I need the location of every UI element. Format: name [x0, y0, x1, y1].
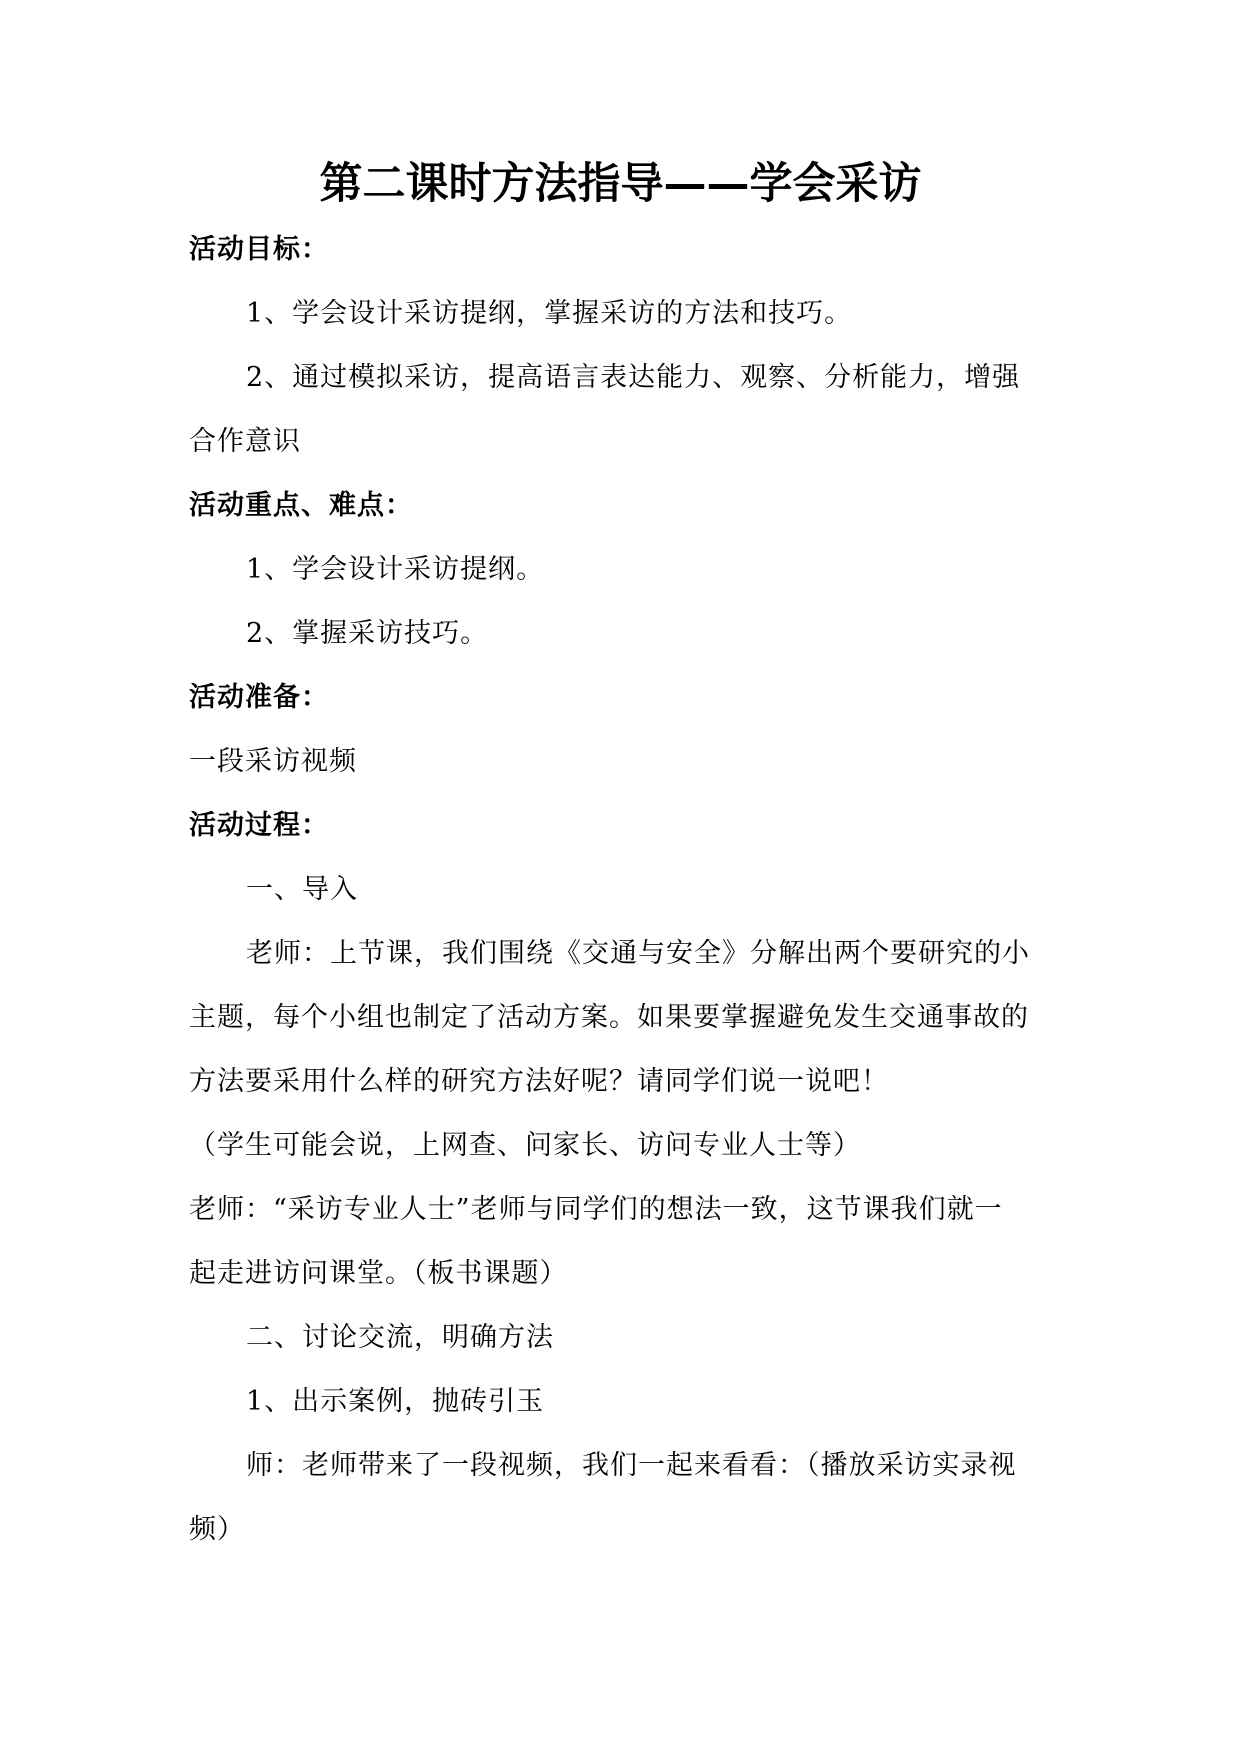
paragraph-line: 师：老师带来了一段视频，我们一起来看看：（播放采访实录视 [246, 1450, 1017, 1481]
section-heading-preparation: 活动准备： [189, 682, 329, 713]
paragraph-line: 1、学会设计采访提纲，掌握采访的方法和技巧。 [246, 298, 853, 329]
paragraph-line: 合作意识 [189, 426, 301, 457]
paragraph-line: 二、讨论交流，明确方法 [246, 1322, 554, 1353]
page-title: 第二课时方法指导——学会采访 [319, 159, 922, 209]
paragraph-line: 1、出示案例，抛砖引玉 [246, 1386, 545, 1417]
section-heading-process: 活动过程： [189, 810, 329, 841]
paragraph-line: 2、通过模拟采访，提高语言表达能力、观察、分析能力，增强 [246, 362, 1021, 393]
paragraph-line: 主题，每个小组也制定了活动方案。如果要掌握避免发生交通事故的 [189, 1002, 1029, 1033]
section-heading-key-points: 活动重点、难点： [189, 490, 413, 521]
paragraph-line: 2、掌握采访技巧。 [246, 618, 489, 649]
paragraph-line: 一、导入 [246, 874, 358, 905]
paragraph-line: 一段采访视频 [189, 746, 357, 777]
paragraph-line: 老师：“采访专业人士”老师与同学们的想法一致，这节课我们就一 [189, 1194, 1003, 1225]
section-heading-goals: 活动目标： [189, 234, 329, 265]
paragraph-line: （学生可能会说，上网查、问家长、访问专业人士等） [189, 1130, 861, 1161]
paragraph-line: 起走进访问课堂。（板书课题） [189, 1258, 568, 1289]
paragraph-line: 方法要采用什么样的研究方法好呢？请同学们说一说吧！ [189, 1066, 889, 1097]
paragraph-line: 频） [189, 1514, 245, 1545]
paragraph-line: 1、学会设计采访提纲。 [246, 554, 545, 585]
paragraph-line: 老师：上节课，我们围绕《交通与安全》分解出两个要研究的小 [246, 938, 1030, 969]
